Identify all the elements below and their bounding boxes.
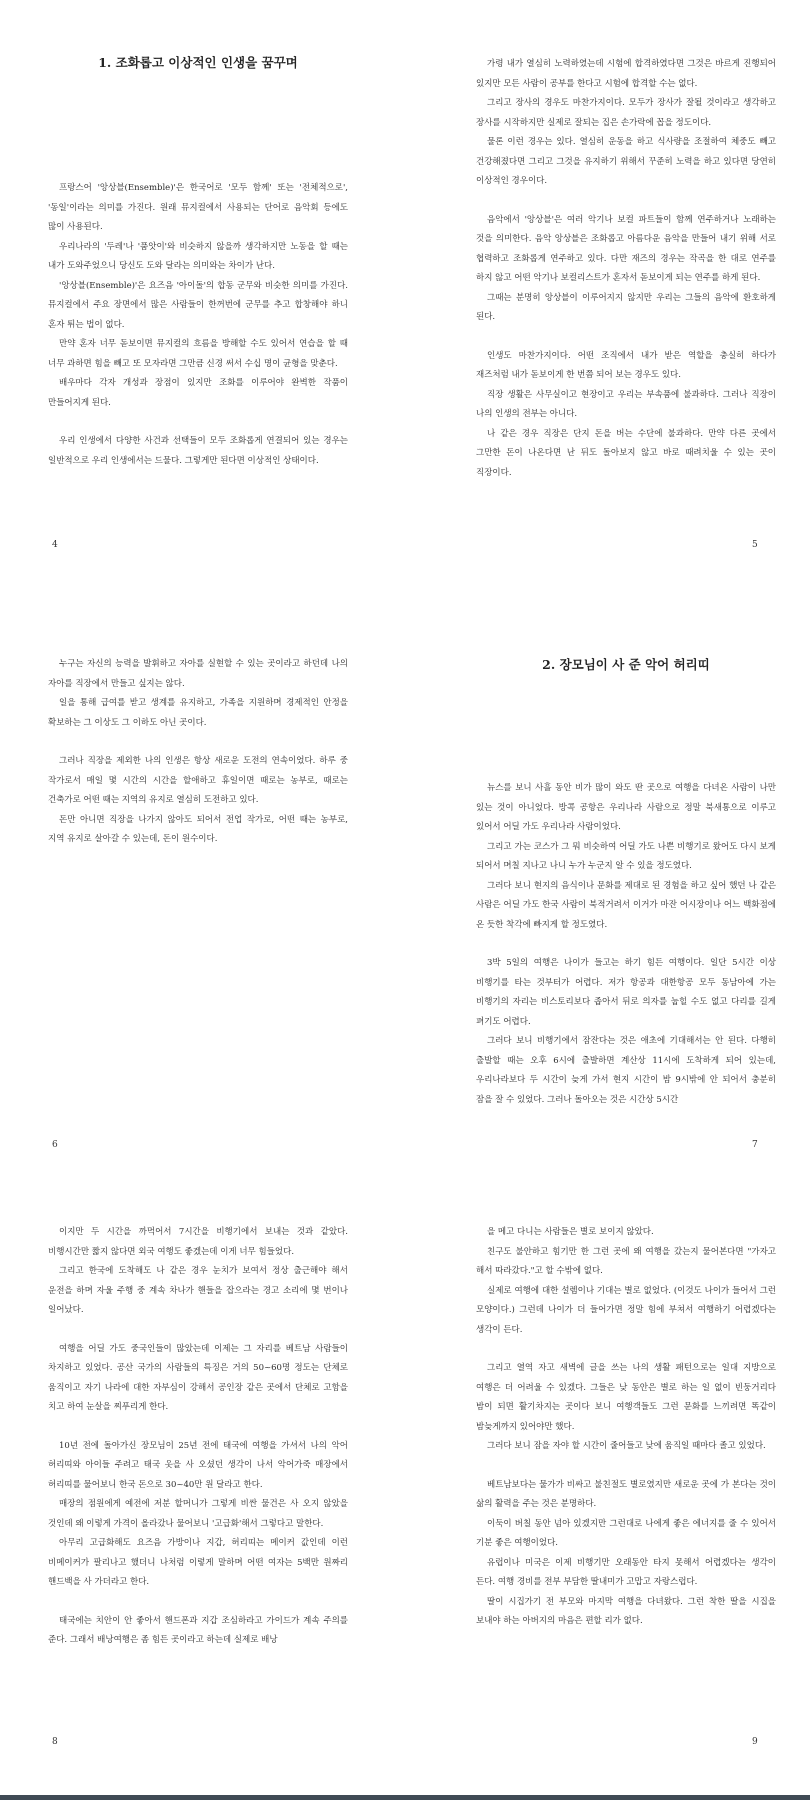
page-body <box>48 1223 348 1651</box>
paragraph-gap <box>476 328 776 347</box>
paragraph: 친구도 불안하고 힘기만 한 그런 곳에 왜 여행을 갔는지 물어본다면 "가자고 해서 따라갔다."고 할 수밖에 없다. <box>476 1246 776 1276</box>
paragraph-gap <box>476 935 776 954</box>
chapter-title: 2. 장모님이 사 준 악어 허리띠 <box>542 657 710 672</box>
paragraph: 직장 생활은 사무실이고 현장이고 우리는 부속품에 불과하다. 그러나 직장이 나의 인생의 전부는 아니다. <box>476 389 776 419</box>
paragraph: 배우마다 각자 개성과 장점이 있지만 조화를 이루어야 완벽한 작품이 만들어지게 된다. <box>48 378 348 408</box>
page-9 <box>476 1223 776 1632</box>
paragraph: 을 메고 다니는 사람들은 별로 보이지 않았다. <box>487 1227 654 1237</box>
paragraph: 우리나라의 '두레'나 '품앗이'와 비슷하지 않을까 생각하지만 노동을 할 때는 내가 도와주었으니 당신도 도와 달라는 의미와는 차이가 난다. <box>48 241 348 271</box>
page-6 <box>48 655 348 850</box>
paragraph-gap <box>476 192 776 211</box>
paragraph-gap <box>48 1418 348 1437</box>
paragraph: 딸이 시집가기 전 부모와 마지막 여행을 다녀왔다. 그런 착한 딸을 시집을 보내야 하는 아버지의 마음은 편할 리가 없다. <box>476 1596 776 1626</box>
paragraph: 유럽이나 미국은 이제 비행기만 오래동안 타지 못해서 어렵겠다는 생각이 든다. 여행 경비를 전부 부담한 딸내미가 고맙고 자랑스럽다. <box>476 1557 776 1587</box>
paragraph-gap <box>476 1457 776 1476</box>
paragraph: 그러다 보니 비행기에서 잠잔다는 것은 애초에 기대해서는 안 된다. 다행히 출발할 때는 오후 6시에 출발하면 계산상 11시에 도착하게 되어 있는데, 우리나라보다 두 시간이 늦게 가서 현지 시간이 밤 9시밖에 안 되어서 충분히 잠을 잘 수 있었다. 그러나 돌아오는 것은 시간상 5시간 <box>476 1036 776 1105</box>
page-body <box>476 779 776 1110</box>
page-number: 8 <box>52 1737 58 1747</box>
paragraph: 만약 혼자 너무 돋보이면 뮤지컬의 흐름을 방해할 수도 있어서 연습을 할 때 너무 과하면 힘을 빼고 또 모자라면 그만큼 신경 써서 수십 명이 균형을 맞춘다. <box>48 339 348 369</box>
paragraph: 여행을 어딜 가도 중국인들이 많았는데 이제는 그 자리를 베트남 사람들이 차지하고 있었다. 공산 국가의 사람들의 특징은 거의 50~60명 정도는 단체로 움직이고 자기 나라에 대한 자부심이 강해서 공인장 같은 곳에서 단체로 고함을 치고 하여 눈살을 찌푸리게 한다. <box>48 1343 348 1412</box>
viewer-bottom-bar <box>0 1795 810 1800</box>
paragraph-gap <box>48 1593 348 1612</box>
page-number: 7 <box>752 1140 758 1150</box>
chapter-title: 1. 조화롭고 이상적인 인생을 꿈꾸며 <box>98 55 298 70</box>
paragraph: 프랑스어 '앙상블(Ensemble)'은 한국어로 '모두 함께' 또는 '전체적으로', '동일'이라는 의미를 가진다. 원래 뮤지컬에서 사용되는 단어로 음악회 등에도 많이 사용된다. <box>48 183 348 232</box>
paragraph: 그러나 직장을 제외한 나의 인생은 항상 새로운 도전의 연속이었다. 하루 중 작가로서 매일 몇 시간의 시간을 할애하고 휴일이면 때로는 농부로, 때로는 건축가로 어떤 때는 지역의 유지로 열심히 도전하고 있다. <box>48 756 348 805</box>
page-body <box>476 55 776 483</box>
paragraph: 누구는 자신의 능력을 발휘하고 자아를 실현할 수 있는 곳이라고 하던데 나의 자아를 직장에서 만들고 싶지는 않다. <box>48 659 348 689</box>
paragraph: 태국에는 치안이 안 좋아서 핸드폰과 지갑 조심하라고 가이드가 계속 주의를 준다. 그래서 배낭여행은 좀 힘든 곳이라고 하는데 실제로 배낭 <box>48 1615 348 1645</box>
page-body <box>48 655 348 850</box>
page-4 <box>48 55 348 471</box>
paragraph: 물론 이런 경우는 있다. 열심히 운동을 하고 식사량을 조절하여 체중도 빼고 건강해졌다면 그리고 그것을 유지하기 위해서 꾸준히 노력을 하고 있다면 당연히 이상적인 경우이다. <box>476 137 776 186</box>
page-8 <box>48 1223 348 1651</box>
paragraph: 그러다 보니 현지의 음식이나 문화를 제대로 된 경험을 하고 싶어 했던 나 같은 사람은 어딜 가도 한국 사람이 북적거려서 이거가 마잔 어시장이나 어느 백화점에 온 듯한 착각에 빠지게 할 정도였다. <box>476 880 776 930</box>
paragraph: 일을 통해 급여를 받고 생계를 유지하고, 가족을 지원하며 경제적인 안정을 확보하는 그 이상도 그 이하도 아닌 곳이다. <box>48 698 348 728</box>
page-number: 6 <box>52 1140 58 1150</box>
page-number: 4 <box>52 540 58 550</box>
paragraph: 매장의 점원에게 예전에 저분 할머니가 그렇게 비싼 물건은 사 오지 않았을 것인데 왜 이렇게 가격이 올라갔나 물어보니 '고급화'해서 그렇다고 말한다. <box>48 1499 348 1529</box>
paragraph-gap <box>476 1340 776 1359</box>
paragraph-gap <box>48 1321 348 1340</box>
page-number: 5 <box>752 540 758 550</box>
paragraph: 인생도 마찬가지이다. 어떤 조직에서 내가 받은 역할을 충실히 하다가 재즈처럼 내가 돋보이게 한 번쯤 되어 보는 경우도 있다. <box>476 350 776 380</box>
page-5 <box>476 55 776 483</box>
paragraph: 이둑이 버칠 동안 넘아 있겠지만 그런대로 나에게 좋은 에너지를 줄 수 있어서 기분 좋은 여행이었다. <box>476 1518 776 1548</box>
paragraph: 이지만 두 시간을 까먹어서 7시간을 비행기에서 보내는 것과 같았다. 비행시간만 짧지 않다면 외국 여행도 좋겠는데 이게 너무 힘들었다. <box>48 1227 348 1257</box>
paragraph: 뉴스를 보니 사흘 동안 비가 많이 와도 딴 곳으로 여행을 다녀온 사람이 나만 있는 것이 아니었다. 방콕 공항은 우리나라 사람으로 정말 북새통으로 이루고 있어서 어딜 가도 우리나라 사람이었다. <box>476 783 776 832</box>
paragraph: 그리고 장사의 경우도 마찬가지이다. 모두가 장사가 잘될 것이라고 생각하고 장사를 시작하지만 실제로 잘되는 집은 손가락에 꼽을 정도이다. <box>476 98 776 128</box>
paragraph: 그때는 분명히 앙상블이 이루어지지 않지만 우리는 그들의 음악에 환호하게 된다. <box>476 292 776 322</box>
paragraph: '앙상블(Ensemble)'은 요즈음 '아이돌'의 합동 군무와 비슷한 의미를 가진다. 뮤지컬에서 주요 장면에서 많은 사람들이 한꺼번에 군무를 추고 합창해야 하니 혼자 튀는 법이 없다. <box>48 280 348 330</box>
paragraph: 그리고 열역 자고 새벽에 글을 쓰는 나의 생활 패턴으로는 일대 지방으로 여행은 더 어려울 수 있겠다. 그들은 낮 동안은 별로 하는 일 없이 빈둥거리다 밤이 되면 활기차지는 곳이다 보니 여행객들도 그런 문화를 느끼려면 똑같이 밤늦게까지 있어야만 했다. <box>476 1363 776 1432</box>
page-body <box>476 1223 776 1632</box>
paragraph-gap <box>48 413 348 432</box>
paragraph: 3박 5일의 여행은 나이가 들고는 하기 힘든 여행이다. 일단 5시간 이상 비행기를 타는 것부터가 어렵다. 저가 항공과 대한항공 모두 동남아에 가는 비행기의 자리는 비스토리보다 좁아서 뒤로 의자를 눕힐 수도 없고 다리를 길게 펴기도 어렵다. <box>476 958 776 1027</box>
paragraph: 그리고 한국에 도착해도 나 같은 경우 눈치가 보여서 정상 출근해야 해서 운전을 하며 자울 주행 중 계속 차나가 핸들을 잡으라는 경고 소리에 몇 번이나 일어났다. <box>48 1266 348 1315</box>
page-7 <box>476 657 776 1110</box>
paragraph: 베트남보다는 물가가 비싸고 불친절도 별로였지만 새로운 곳에 가 본다는 것이 삶의 활력을 주는 것은 분명하다. <box>476 1479 776 1509</box>
page-number: 9 <box>752 1737 758 1747</box>
paragraph: 아무리 고급화해도 요즈음 가방이나 지갑, 허리띠는 메이커 값인데 이런 비메이커가 팔리나고 했더니 나처럼 이렇게 말하며 어떤 여자는 5백만 원짜리 핸드백을 사 가더라고 한다. <box>48 1538 348 1587</box>
paragraph: 그리고 가는 코스가 그 뭐 비슷하여 어딜 가도 나쁜 비행기로 왔어도 다시 보게 되어서 며칠 지나고 나니 누가 누군지 알 수 있을 정도였다. <box>476 841 776 871</box>
paragraph: 10년 전에 돌아가신 장모님이 25년 전에 태국에 여행을 가셔서 나의 악어 허리띠와 아이들 주려고 태국 옷을 사 오셨던 생각이 나서 악어가죽 매장에서 허리띠를 물어보니 한국 돈으로 30~40만 원 달라고 한다. <box>48 1440 348 1490</box>
paragraph: 그러다 보니 잠을 자야 할 시간이 줄어들고 낮에 움직일 때마다 졸고 있었다. <box>487 1441 766 1451</box>
paragraph: 나 같은 경우 직장은 단지 돈을 버는 수단에 불과하다. 만약 다른 곳에서 그만한 돈이 나온다면 난 뒤도 돌아보지 않고 바로 때려치울 수 있는 곳이 직장이다. <box>476 428 776 478</box>
paragraph: 돈만 아니면 직장을 나가지 않아도 되어서 전업 작가로, 어떤 때는 농부로, 지역 유지로 살아갈 수 있는데, 돈이 원수이다. <box>48 814 348 844</box>
paragraph-gap <box>48 733 348 752</box>
paragraph: 우리 인생에서 다양한 사건과 선택들이 모두 조화롭게 연결되어 있는 경우는 일반적으로 우리 인생에서는 드물다. 그렇게만 된다면 이상적인 상태이다. <box>48 436 348 466</box>
paragraph: 음악에서 '앙상블'은 여러 악기나 보컬 파트들이 함께 연주하거나 노래하는 것을 의미한다. 음악 앙상블은 조화롭고 아름다운 음악을 만들어 내기 위해 서로 협력하고 조화롭게 연주하고 있다. 다만 재즈의 경우는 작곡을 한 대로 연주를 하지 않고 어떤 악기나 보컬리스트가 혼자서 돋보이게 되는 연주를 하게 된다. <box>476 214 776 283</box>
page-body <box>48 179 348 471</box>
paragraph: 실제로 여행에 대한 설렘이나 기대는 별로 없었다. (이것도 나이가 들어서 그런 모양이다.) 그런데 나이가 더 들어가면 정말 힘에 부쳐서 여행하기 어렵겠다는 생각이 든다. <box>476 1285 776 1335</box>
paragraph: 가령 내가 열심히 노력하였는데 시험에 합격하였다면 그것은 바르게 진행되어 있지만 모든 사람이 공부를 한다고 시험에 합격할 수는 없다. <box>476 59 776 89</box>
